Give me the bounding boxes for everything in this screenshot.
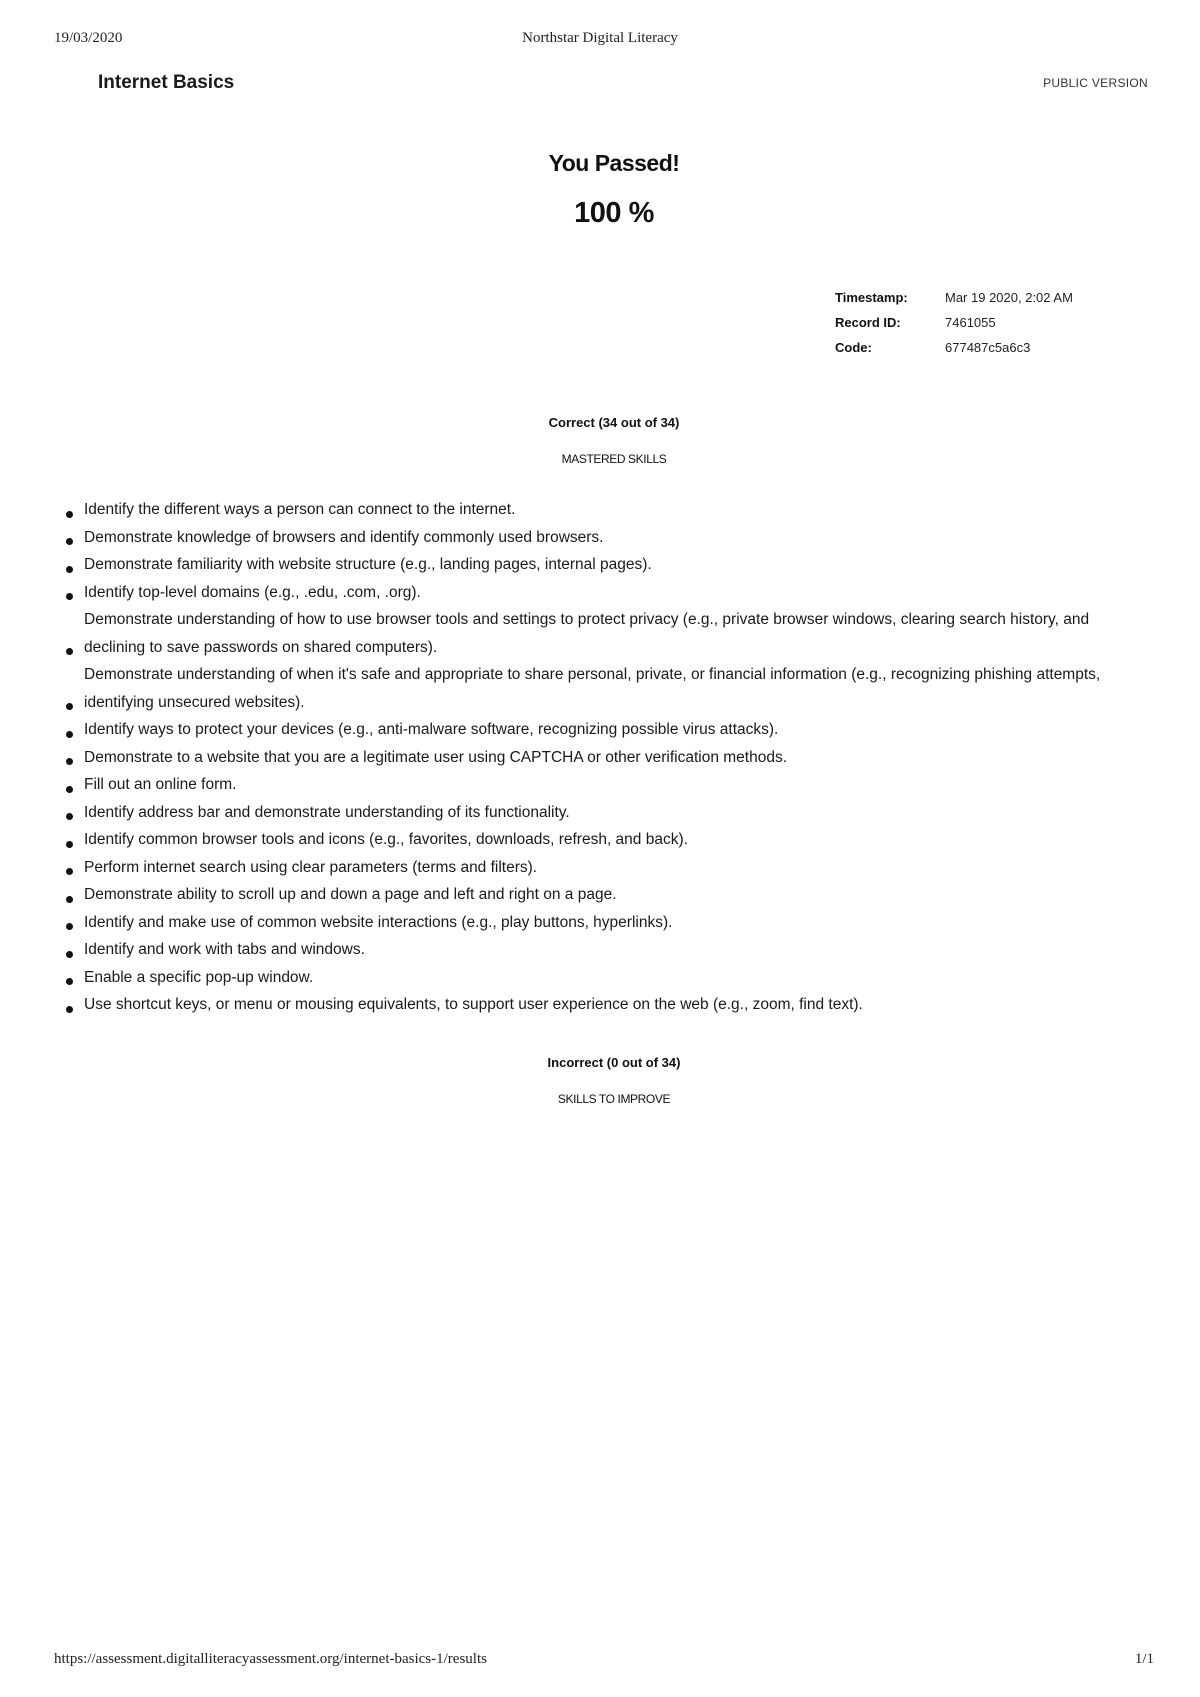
skill-text: Identify common browser tools and icons (e.g., favorites, downloads, refresh, and back). (84, 831, 688, 848)
record-id-label: Record ID: (835, 315, 901, 330)
bullet-icon (66, 813, 73, 820)
skill-text: Demonstrate knowledge of browsers and identify commonly used browsers. (84, 528, 604, 546)
visibility-label: PUBLIC VERSION (1043, 76, 1148, 90)
timestamp-value: Mar 19 2020, 2:02 AM (945, 290, 1073, 305)
skill-item (84, 909, 1144, 937)
skill-text: Enable a specific pop-up window. (84, 968, 314, 986)
result-meta-table (835, 285, 1073, 360)
skill-text: Fill out an online form. (84, 776, 237, 793)
timestamp-label: Timestamp: (835, 290, 908, 305)
skill-item (84, 661, 1144, 716)
code-row (835, 335, 1073, 360)
skill-text: Demonstrate understanding of when it's safe and appropriate to share personal, private, or financial information (e.g., recognizing phishing attempts, identifying unsecured websites). (84, 666, 1101, 711)
skills-to-improve-title: SKILLS TO IMPROVE (557, 1092, 671, 1106)
print-page-number: 1/1 (1134, 1651, 1154, 1667)
skill-text: Use shortcut keys, or menu or mousing equivalents, to support user experience on the web (e.g., zoom, find text). (84, 996, 863, 1013)
bullet-icon (66, 538, 73, 545)
bullet-icon (66, 566, 73, 573)
skill-text: Demonstrate to a website that you are a legitimate user using CAPTCHA or other verification methods. (84, 748, 788, 766)
code-label: Code: (835, 340, 872, 355)
record-id-value: 7461055 (945, 315, 996, 330)
bullet-icon (66, 923, 73, 930)
skill-item (84, 964, 1144, 992)
skill-item (84, 799, 1144, 827)
skill-text: Identify address bar and demonstrate understanding of its functionality. (84, 803, 570, 821)
skill-item (84, 716, 1144, 744)
print-date: 19/03/2020 (54, 30, 123, 46)
bullet-icon (66, 951, 73, 958)
bullet-icon (66, 978, 73, 985)
skill-item (84, 606, 1144, 661)
skill-item (84, 496, 1144, 524)
skill-text: Demonstrate familiarity with website structure (e.g., landing pages, internal pages). (84, 556, 652, 573)
bullet-icon (66, 731, 73, 738)
timestamp-row (835, 285, 1073, 310)
skill-item (84, 579, 1144, 607)
bullet-icon (66, 786, 73, 793)
skill-item (84, 826, 1144, 854)
skill-text: Identify the different ways a person can connect to the internet. (84, 501, 516, 518)
skill-text: Demonstrate ability to scroll up and down a page and left and right on a page. (84, 886, 617, 903)
skill-item (84, 854, 1144, 882)
bullet-icon (66, 868, 73, 875)
record-id-row (835, 310, 1073, 335)
skill-item (84, 881, 1144, 909)
bullet-icon (66, 593, 73, 600)
skill-item (84, 936, 1144, 964)
mastered-skills-list (84, 496, 1144, 1019)
print-page-title: Northstar Digital Literacy (522, 30, 678, 46)
bullet-icon (66, 841, 73, 848)
bullet-icon (66, 703, 73, 710)
incorrect-count: Incorrect (0 out of 34) (547, 1055, 681, 1070)
skill-item (84, 991, 1144, 1019)
skill-text: Identify and work with tabs and windows. (84, 941, 365, 958)
module-title: Internet Basics (98, 72, 235, 93)
skill-item (84, 524, 1144, 552)
skill-item (84, 744, 1144, 772)
print-url: https://assessment.digitalliteracyassessment.org/internet-basics-1/results (54, 1651, 487, 1667)
skill-text: Identify ways to protect your devices (e.g., anti-malware software, recognizing possible virus attacks). (84, 721, 779, 738)
code-value: 677487c5a6c3 (945, 340, 1031, 355)
skill-text: Identify top-level domains (e.g., .edu, .com, .org). (84, 583, 421, 601)
bullet-icon (66, 896, 73, 903)
bullet-icon (66, 1006, 73, 1013)
skill-item (84, 771, 1144, 799)
bullet-icon (66, 758, 73, 765)
skill-text: Perform internet search using clear parameters (terms and filters). (84, 858, 538, 876)
bullet-icon (66, 511, 73, 518)
mastered-skills-title: MASTERED SKILLS (561, 452, 667, 466)
result-heading: You Passed! (548, 150, 680, 176)
skill-item (84, 551, 1144, 579)
correct-count: Correct (34 out of 34) (548, 415, 680, 430)
bullet-icon (66, 648, 73, 655)
result-score: 100 % (574, 197, 654, 229)
skill-text: Demonstrate understanding of how to use browser tools and settings to protect privacy (e.g., private browser windows, clearing search history, and declining to save passwords on shared computers). (84, 611, 1090, 656)
skill-text: Identify and make use of common website interactions (e.g., play buttons, hyperlinks). (84, 913, 673, 931)
